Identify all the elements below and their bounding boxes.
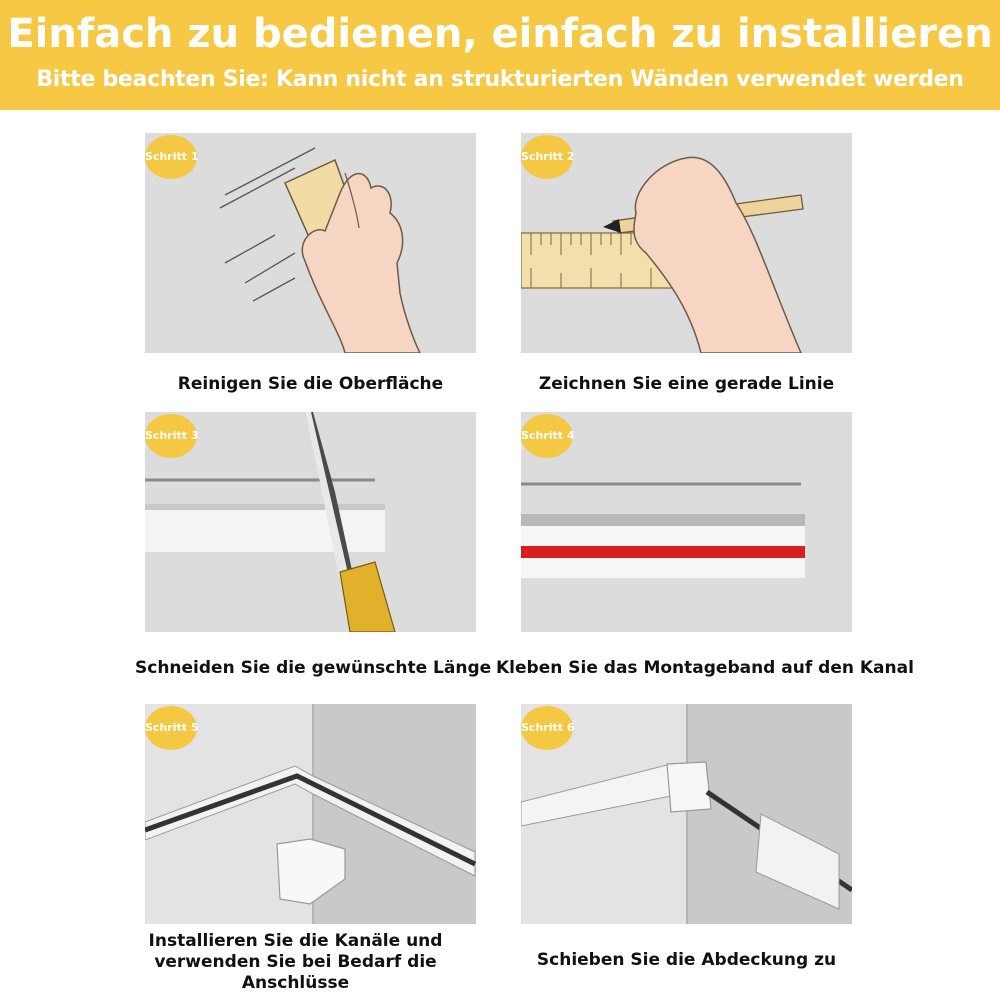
step-2-panel [521,133,852,353]
step-4-panel [521,412,852,632]
step-5-caption-line-3: Anschlüsse [241,973,350,993]
step-6-panel [521,704,852,924]
step-5-caption-line-2: verwenden Sie bei Bedarf die [154,952,437,972]
step-badge: Schritt 6 [521,706,573,750]
step-3-caption: Schneiden Sie die gewünschte Länge [135,658,492,678]
step-badge: Schritt 2 [521,135,573,179]
step-badge: Schritt 1 [145,135,197,179]
step-3-panel [145,412,476,632]
page-subtitle: Bitte beachten Sie: Kann nicht an strukturierten Wänden verwendet werden [36,67,964,92]
step-5-caption-line-1: Installieren Sie die Kanäle und [148,931,443,951]
step-1-panel [145,133,476,353]
step-6-caption: Schieben Sie die Abdeckung zu [536,950,837,970]
step-badge: Schritt 3 [145,414,197,458]
header-banner [0,0,1000,110]
page-title: Einfach zu bedienen, einfach zu installieren [7,11,993,57]
step-5-panel [145,704,476,924]
step-4-caption: Kleben Sie das Montageband auf den Kanal [496,658,914,678]
step-2-caption: Zeichnen Sie eine gerade Linie [538,374,835,394]
step-1-caption: Reinigen Sie die Oberfläche [177,374,444,394]
step-badge: Schritt 5 [145,706,197,750]
step-badge: Schritt 4 [521,414,573,458]
